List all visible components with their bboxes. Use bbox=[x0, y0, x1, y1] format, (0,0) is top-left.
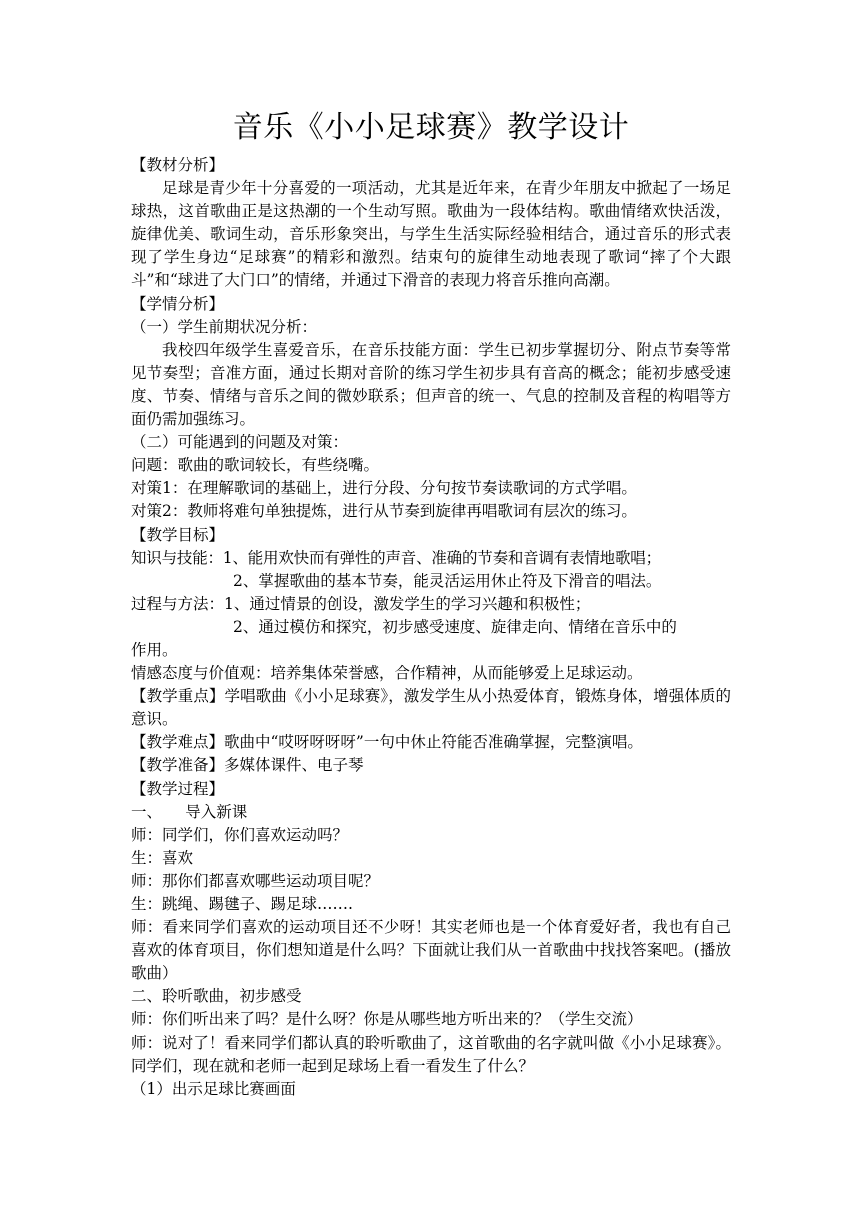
section-heading-material: 【教材分析】 bbox=[131, 156, 225, 174]
teaching-difficulty: 【教学难点】歌曲中“哎呀呀呀呀”一句中休止符能否准确掌握，完整演唱。 bbox=[131, 733, 643, 752]
dialogue-line: 师：同学们，你们喜欢运动吗？ bbox=[131, 825, 349, 844]
goal-knowledge-1: 知识与技能：1、能用欢快而有弹性的声音、准确的节奏和音调有表情地歌唱； bbox=[131, 548, 661, 567]
teaching-focus: 【教学重点】学唱歌曲《小小足球赛》，激发学生从小热爱体育，锻炼身体，增强体质的意识。 bbox=[131, 687, 731, 729]
goal-process-2: 2、通过模仿和探究，初步感受速度、旋律走向、情绪在音乐中的 bbox=[233, 617, 677, 636]
paragraph-student-analysis: 我校四年级学生喜爱音乐，在音乐技能方面：学生已初步掌握切分、附点节奏等常见节奏型；音准方面，通过长期对音阶的练习学生初步具有音高的概念；能初步感受速度、节奏、情绪与音乐之间的微妙联系；但声音的统一、气息的控制及音程的构唱等方面仍需加强练习。 bbox=[131, 340, 731, 429]
sub-step-1: （1）出示足球比赛画面 bbox=[131, 1079, 296, 1098]
document-page bbox=[131, 96, 731, 1101]
subheading-problems: （二）可能遇到的问题及对策： bbox=[131, 433, 349, 452]
teaching-preparation: 【教学准备】多媒体课件、电子琴 bbox=[131, 756, 364, 775]
step-1-heading: 一、 导入新课 bbox=[131, 802, 248, 821]
dialogue-paragraph: 师：看来同学们喜欢的运动项目还不少呀！其实老师也是一个体育爱好者，我也有自己喜欢的体育项目，你们想知道是什么吗？下面就让我们从一首歌曲中找找答案吧。(播放歌曲） bbox=[131, 918, 731, 983]
dialogue-line: 生：喜欢 bbox=[131, 848, 194, 867]
dialogue-line: 生：跳绳、踢毽子、踢足球……. bbox=[131, 895, 353, 913]
subheading-prior-status: （一）学生前期状况分析： bbox=[131, 317, 318, 336]
goal-emotion: 情感态度与价值观：培养集体荣誉感，合作精神，从而能够爱上足球运动。 bbox=[131, 664, 643, 683]
document-title: 音乐《小小足球赛》教学设计 bbox=[232, 110, 630, 145]
dialogue-paragraph: 师：说对了！看来同学们都认真的聆听歌曲了，这首歌曲的名字就叫做《小小足球赛》。同学们，现在就和老师一起到足球场上看一看发生了什么？ bbox=[131, 1033, 731, 1075]
dialogue-line: 师：那你们都喜欢哪些运动项目呢？ bbox=[131, 871, 380, 890]
goal-process-1: 过程与方法：1、通过情景的创设，激发学生的学习兴趣和积极性； bbox=[131, 594, 591, 613]
section-heading-goals: 【教学目标】 bbox=[131, 525, 225, 544]
goal-process-2-continued: 作用。 bbox=[131, 640, 178, 659]
section-heading-process: 【教学过程】 bbox=[131, 779, 225, 798]
dialogue-line: 师：你们听出来了吗？是什么呀？你是从哪些地方听出来的？（学生交流） bbox=[131, 1010, 643, 1029]
paragraph-material-analysis: 足球是青少年十分喜爱的一项活动，尤其是近年来，在青少年朋友中掀起了一场足球热，这首歌曲正是这热潮的一个生动写照。歌曲为一段体结构。歌曲情绪欢快活泼，旋律优美、歌词生动，音乐形象突出，与学生生活实际经验相结合，通过音乐的形式表现了学生身边“足球赛”的精彩和激烈。结束句的旋律生动地表现了歌词“摔了个大跟斗”和“球进了大门口”的情绪，并通过下滑音的表现力将音乐推向高潮。 bbox=[131, 179, 731, 290]
goal-knowledge-2: 2、掌握歌曲的基本节奏，能灵活运用休止符及下滑音的唱法。 bbox=[233, 571, 662, 590]
line-strategy-1: 对策1：在理解歌词的基础上，进行分段、分句按节奏读歌词的方式学唱。 bbox=[131, 479, 637, 498]
line-problem: 问题：歌曲的歌词较长，有些绕嘴。 bbox=[131, 456, 380, 475]
step-2-heading: 二、聆听歌曲，初步感受 bbox=[131, 987, 302, 1006]
line-strategy-2: 对策2：教师将难句单独提炼，进行从节奏到旋律再唱歌词有层次的练习。 bbox=[131, 502, 637, 521]
section-heading-students: 【学情分析】 bbox=[131, 294, 225, 313]
